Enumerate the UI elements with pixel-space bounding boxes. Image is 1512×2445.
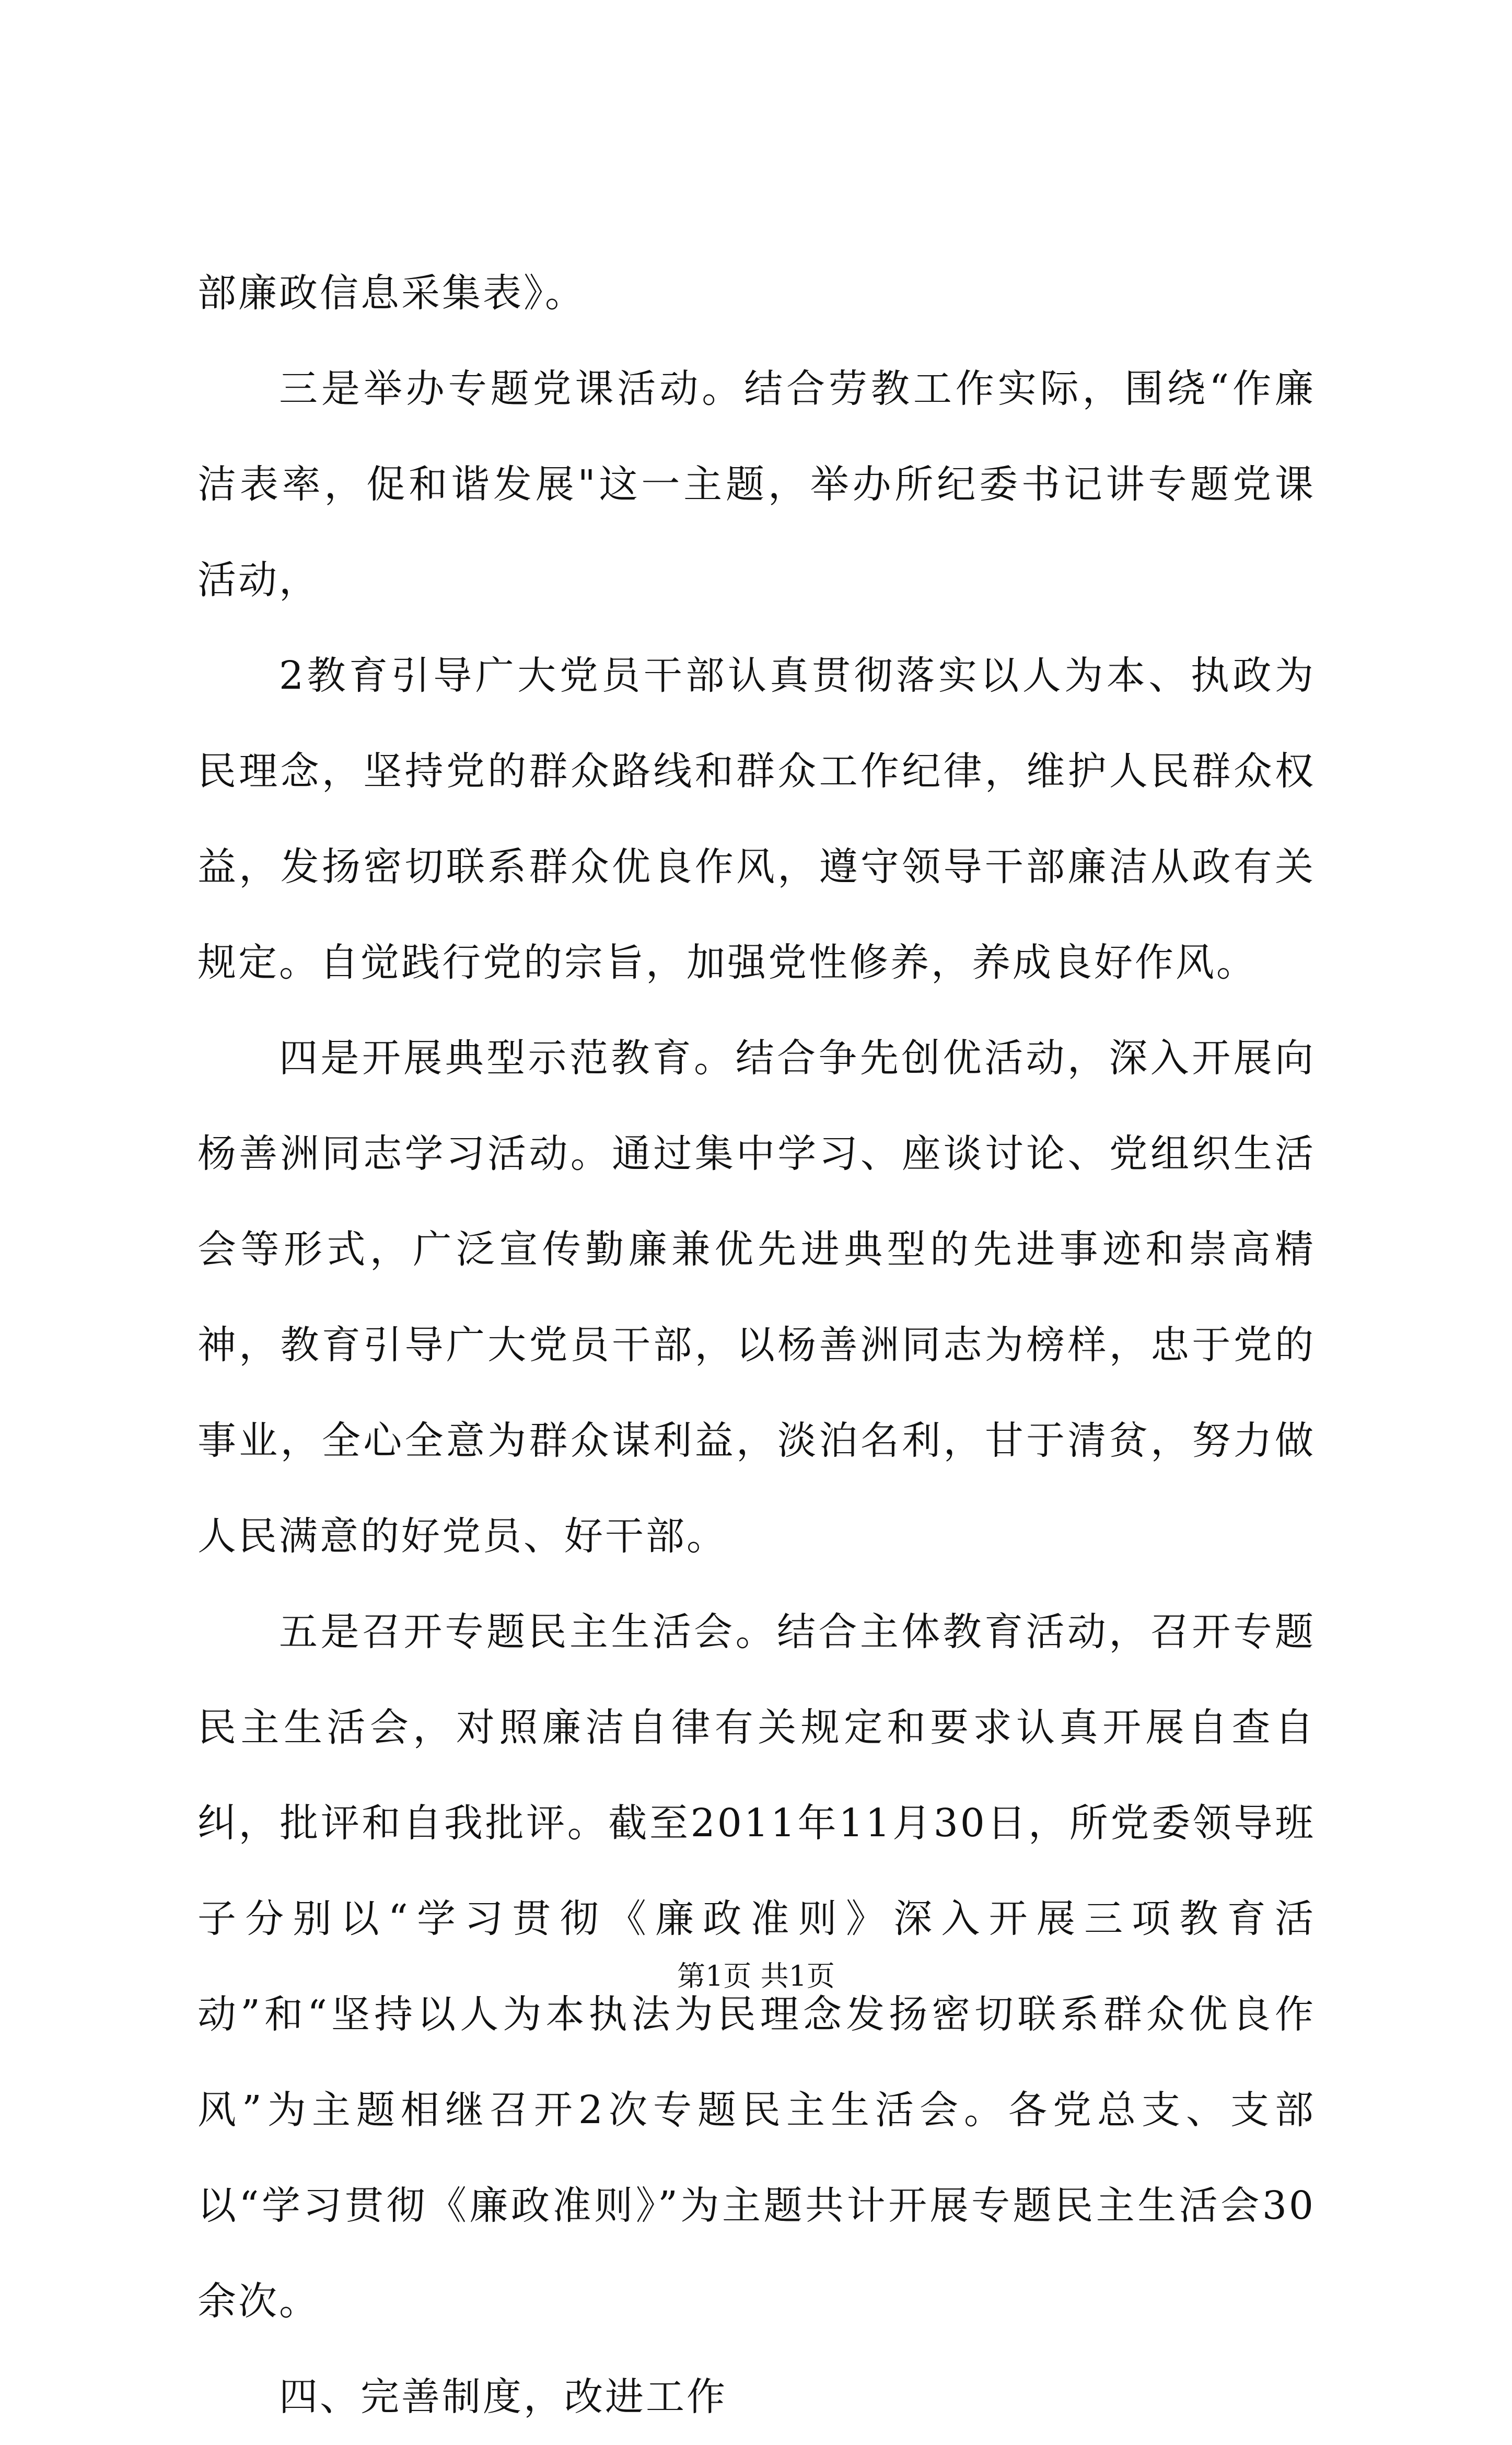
paragraph-5: 五是召开专题民主生活会。结合主体教育活动，召开专题民主生活会，对照廉洁自律有关规定和要求认真开展自查自纠，批评和自我批评。截至2011年11月30日，所党委领导班子分别以“学习贯彻《廉政准则》深入开展三项教育活动”和“坚持以人为本执法为民理念发扬密切联系群众优良作风”为主题相继召开2次专题民主生活会。各党总支、支部以“学习贯彻《廉政准则》”为主题共计开展专题民主生活会30余次。 (197, 1609, 1316, 2324)
document-body (197, 246, 1316, 2445)
section-heading: 四、完善制度，改进工作 (279, 2374, 727, 2419)
paragraph-2: 三是举办专题党课活动。结合劳教工作实际，围绕“作廉洁表率，促和谐发展"这一主题，举办所纪委书记讲专题党课活动， (197, 366, 1316, 602)
paragraph-3: 2教育引导广大党员干部认真贯彻落实以人为本、执政为民理念，坚持党的群众路线和群众工作纪律，维护人民群众权益，发扬密切联系群众优良作风，遵守领导干部廉洁从政有关规定。自觉践行党的宗旨，加强党性修养，养成良好作风。 (197, 653, 1316, 985)
page-footer: 第1页 共1页 (677, 1960, 835, 1992)
paragraph-1: 部廉政信息采集表》。 (197, 271, 586, 316)
paragraph-4: 四是开展典型示范教育。结合争先创优活动，深入开展向杨善洲同志学习活动。通过集中学习、座谈讨论、党组织生活会等形式，广泛宣传勤廉兼优先进典型的先进事迹和崇高精神，教育引导广大党员干部，以杨善洲同志为榜样，忠于党的事业，全心全意为群众谋利益，淡泊名利，甘于清贫，努力做人民满意的好党员、好干部。 (197, 1036, 1316, 1559)
